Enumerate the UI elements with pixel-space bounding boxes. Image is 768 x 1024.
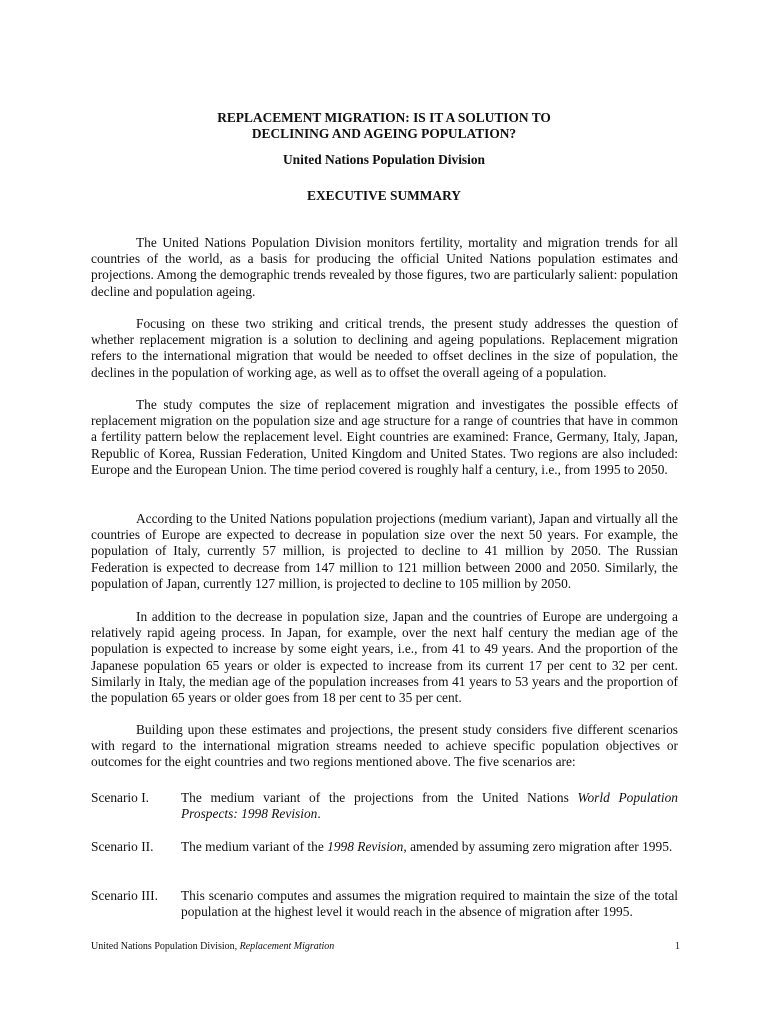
footer-report-title: Replacement Migration bbox=[239, 941, 335, 952]
footer-org: United Nations Population Division, bbox=[91, 941, 240, 952]
scenario-text: This scenario computes and assumes the migration required to maintain the size of the total population at the highest level it would reach in the absence of migration after 1995. bbox=[181, 888, 678, 920]
page-footer bbox=[91, 941, 334, 953]
document-title-line-2: DECLINING AND AGEING POPULATION? bbox=[251, 126, 517, 141]
scenario-label: Scenario II. bbox=[91, 839, 154, 854]
scenario-label: Scenario III. bbox=[91, 888, 158, 903]
document-title-line-1: REPLACEMENT MIGRATION: IS IT A SOLUTION TO bbox=[217, 110, 551, 125]
scenario-text-part: . bbox=[317, 806, 321, 822]
page-number: 1 bbox=[675, 941, 680, 952]
paragraph: According to the United Nations population projections (medium variant), Japan and virtually all the countries of Europe are expected to decrease in population size over the next 50 years. For example, the population of Italy, currently 57 million, is projected to decline to 41 million by 2050. The Russian Federation is expected to decrease from 147 million to 121 million between 2000 and 2050. Similarly, the population of Japan, currently 127 million, is projected to decline to 105 million by 2050. bbox=[91, 511, 678, 591]
scenario-text-part: , amended by assuming zero migration after 1995. bbox=[403, 839, 673, 854]
publication-title: World Population Prospects: 1998 Revision bbox=[181, 790, 678, 822]
paragraph: Building upon these estimates and projections, the present study considers five different scenarios with regard to the international migration streams needed to achieve specific population objectives or outcomes for the eight countries and two regions mentioned above. The five scenarios are: bbox=[91, 722, 678, 770]
scenario-text bbox=[181, 790, 678, 822]
section-heading: EXECUTIVE SUMMARY bbox=[307, 188, 461, 203]
publication-title: 1998 Revision bbox=[327, 839, 404, 854]
scenario-text-part: The medium variant of the projections from the United Nations bbox=[181, 790, 578, 805]
paragraph: Focusing on these two striking and critical trends, the present study addresses the question of whether replacement migration is a solution to declining and ageing populations. Replacement migration refers to the international migration that would be needed to offset declines in the size of population, the declines in the population of working age, as well as to offset the overall ageing of a population. bbox=[91, 316, 678, 380]
organization-heading: United Nations Population Division bbox=[282, 152, 486, 167]
scenario-text bbox=[181, 839, 678, 855]
scenario-text-part: The medium variant of the bbox=[181, 839, 328, 854]
scenario-label: Scenario I. bbox=[91, 790, 150, 805]
paragraph: The study computes the size of replacement migration and investigates the possible effects of replacement migration on the population size and age structure for a range of countries that have in common a fertility pattern below the replacement level. Eight countries are examined: France, Germany, Italy, Japan, Republic of Korea, Russian Federation, United Kingdom and United States. Two regions are also included: Europe and the European Union. The time period covered is roughly half a century, i.e., from 1995 to 2050. bbox=[91, 397, 678, 477]
paragraph: In addition to the decrease in population size, Japan and the countries of Europe are undergoing a relatively rapid ageing process. In Japan, for example, over the next half century the median age of the population is expected to increase by some eight years, i.e., from 41 to 49 years. And the proportion of the Japanese population 65 years or older is expected to increase from its current 17 per cent to 32 per cent. Similarly in Italy, the median age of the population increases from 41 years to 53 years and the proportion of the population 65 years or older goes from 18 per cent to 35 per cent. bbox=[91, 609, 678, 706]
paragraph: The United Nations Population Division monitors fertility, mortality and migration trends for all countries of the world, as a basis for producing the official United Nations population estimates and projections. Among the demographic trends revealed by those figures, two are particularly salient: population decline and population ageing. bbox=[91, 235, 678, 299]
